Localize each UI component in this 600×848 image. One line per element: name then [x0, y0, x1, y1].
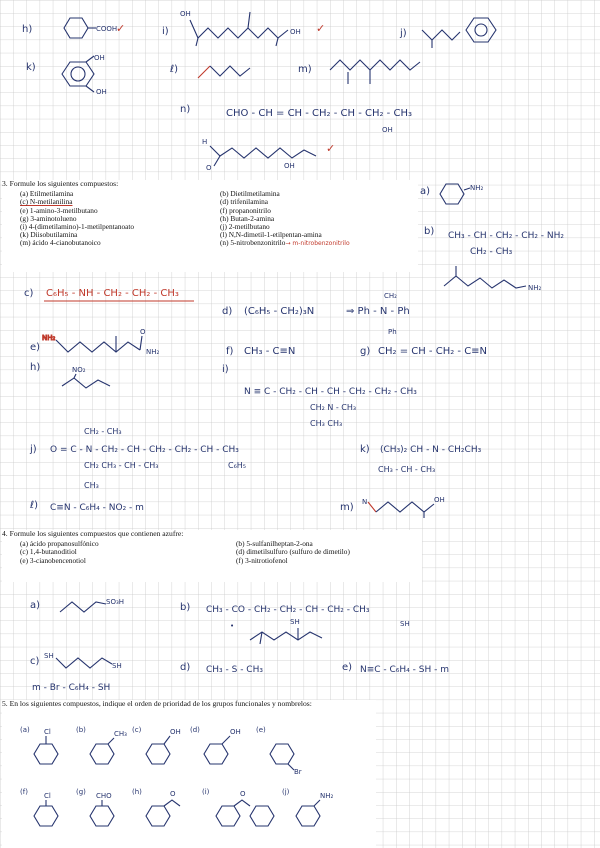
- check-mark-n: ✓: [326, 143, 336, 155]
- q3-item-b: (b) Dietilmetilamina: [220, 190, 280, 199]
- q5-label-g: (g): [76, 788, 86, 796]
- q3-answer-f-label: f): [226, 346, 234, 357]
- q4-answer-c-label: c): [30, 656, 40, 667]
- answer-j-label: j): [400, 28, 407, 39]
- q4-answer-d-label: d): [180, 662, 191, 673]
- q3-item-l: (l) N,N-dimetil-1-etilpentan-amina: [220, 231, 322, 240]
- q3-item-f: (f) propanonitrilo: [220, 206, 271, 215]
- answer-n2-oh: OH: [284, 162, 295, 170]
- q3-answer-b-nh2: NH₂: [528, 284, 542, 292]
- q5-sub-d: OH: [230, 728, 241, 736]
- q3-answer-e-nh2b: NH₂: [146, 348, 160, 356]
- answer-h-group: COOH: [96, 25, 118, 33]
- answer-l-label: ℓ): [170, 64, 179, 75]
- q5-sub-a: Cl: [44, 728, 51, 736]
- q3-answer-e-nh2: NH₂: [42, 334, 56, 342]
- question-3-heading: 3. Formule los siguientes compuestos:: [2, 179, 119, 188]
- q4-answer-a-label: a): [30, 600, 41, 611]
- q3-answer-b-label: b): [424, 226, 435, 237]
- q5-sub-j: NH₂: [320, 792, 334, 800]
- q3-item-d: (d) trifenilamina: [220, 198, 269, 207]
- answer-k-salicylic: [56, 54, 136, 98]
- q4-answer-b-sh2: SH: [290, 618, 300, 626]
- q3-answer-k-sub: CH₃ - CH - CH₃: [378, 465, 436, 474]
- q5-label-h: (h): [132, 788, 142, 796]
- q3-answer-h-no2: NO₂: [72, 366, 86, 374]
- answer-k-oh: OH: [94, 54, 105, 62]
- q4-item-e: (e) 3-cianobencenotiol: [20, 556, 86, 565]
- q3-answer-b-skeletal: [440, 264, 560, 300]
- q3-answer-b-sub: CH₂ - CH₃: [470, 247, 513, 257]
- q3-answer-d-alt: ⇒ Ph - N - Ph: [346, 306, 410, 317]
- question-3-box: [2, 180, 418, 272]
- q5-structures: [20, 726, 370, 844]
- q5-label-c: (c): [132, 726, 142, 734]
- q3-answer-g-label: g): [360, 346, 371, 357]
- q3-answer-j-sub2: CH₃: [84, 481, 99, 490]
- q5-label-j: (j): [282, 788, 290, 796]
- q3-item-n: (n) 5-nitrobenzonitrilo: [220, 238, 286, 248]
- q5-sub-g: CHO: [96, 792, 112, 800]
- q3-answer-d-top: CH₂: [384, 292, 397, 300]
- q3-answer-j-top: CH₂ - CH₃: [84, 427, 122, 436]
- q3-item-m: (m) ácido 4-cianobutanoico: [20, 239, 101, 248]
- q3-answer-i-label: i): [222, 364, 229, 375]
- q5-label-b: (b): [76, 726, 86, 734]
- answer-i-label: i): [162, 26, 169, 37]
- q4-answer-c-sh1: SH: [44, 652, 54, 660]
- answer-h-label: h): [22, 24, 33, 35]
- q3-answer-c-label: c): [24, 288, 34, 299]
- q3-answer-a-group: NH₂: [470, 184, 484, 192]
- answer-n2-h: H: [202, 138, 208, 146]
- answer-m-structure: [326, 54, 436, 94]
- q3-answer-a-cyclohexylamine: [436, 178, 506, 212]
- answer-n-formula: CHO - CH = CH - CH₂ - CH - CH₂ - CH₃: [226, 108, 412, 119]
- q3-item-h: (h) Butan-2-amina: [220, 214, 275, 223]
- q3-answer-j-label: j): [30, 444, 37, 455]
- answer-i-oh1: OH: [180, 10, 191, 18]
- q4-answer-a-group: SO₃H: [106, 598, 125, 606]
- q3-item-i: (i) 4-(dimetilamino)-1-metilpentanoato: [20, 222, 135, 231]
- q3-answer-j-sub1b: C₆H₅: [228, 461, 247, 470]
- q5-label-e: (e): [256, 726, 266, 734]
- q3-answer-j-sub1: CH₂ CH₃ - CH - CH₃: [84, 461, 159, 470]
- q4-answer-c-sh2: SH: [112, 662, 122, 670]
- question-4-heading: 4. Formule los siguientes compuestos que contienen azufre:: [2, 529, 184, 538]
- svg-text:•: •: [230, 622, 235, 630]
- q4-item-f: (f) 3-nitrotiofenol: [236, 556, 288, 565]
- q3-answer-c-formula: C₆H₅ - NH - CH₂ - CH₂ - CH₃: [46, 288, 179, 299]
- q5-label-a: (a): [20, 726, 30, 734]
- q5-label-d: (d): [190, 726, 200, 734]
- q3-answer-i-formula: N ≡ C - CH₂ - CH - CH - CH₂ - CH₂ - CH₃: [244, 387, 417, 397]
- q5-sub-b: CH₃: [114, 730, 127, 738]
- q3-item-a: (a) Etilmetilamina: [20, 190, 74, 199]
- q3-item-k: (k) Diisobutilamina: [20, 231, 78, 240]
- q4-item-d: (d) dimetilsulfuro (sulfuro de dimetilo): [236, 548, 350, 557]
- answer-k-oh2: OH: [96, 88, 107, 96]
- question-4-box: [2, 530, 422, 582]
- q4-item-c: (c) 1,4-butanoditiol: [20, 548, 77, 557]
- q3-answer-h-label: h): [30, 362, 41, 373]
- q4-item-b: (b) 5-sulfanilheptan-2-ona: [236, 540, 313, 549]
- q4-answer-b-formula: CH₃ - CO - CH₂ - CH₂ - CH - CH₂ - CH₃: [206, 605, 370, 615]
- q4-answer-b-skeletal: [230, 614, 350, 648]
- q4-item-a: (a) ácido propanosulfónico: [20, 540, 99, 549]
- q4-answer-a-skeletal: [56, 592, 136, 618]
- q3-answer-e-label: e): [30, 342, 41, 353]
- q3-answer-l-formula: C≡N - C₆H₄ - NO₂ - m: [50, 503, 144, 513]
- q3-answer-d-bot: Ph: [388, 328, 397, 336]
- q4-answer-b-sh: SH: [400, 620, 410, 628]
- q4-answer-e-formula: N≡C - C₆H₄ - SH - m: [360, 665, 449, 675]
- answer-i-structure: [178, 8, 328, 48]
- q3-answer-d-label: d): [222, 306, 233, 317]
- q5-sub-h: O: [170, 790, 176, 798]
- q4-answer-f-formula: m - Br - C₆H₄ - SH: [32, 683, 111, 693]
- q4-answer-c-skeletal: [44, 650, 134, 674]
- q3-answer-f-formula: CH₃ - C≡N: [244, 346, 296, 357]
- question-5-heading: 5. En los siguientes compuestos, indique el orden de prioridad de los grupos funcionales y nombrelos:: [2, 699, 312, 708]
- q3-item-c: (c) N-metilanilina: [20, 198, 73, 207]
- check-mark-i: ✓: [316, 23, 326, 35]
- q5-sub-f: Cl: [44, 792, 51, 800]
- q3-answer-l-label: ℓ): [30, 500, 39, 511]
- q3-item-j: (j) 2-metilbutano: [220, 222, 270, 231]
- q4-answer-b-label: b): [180, 602, 191, 613]
- q4-answer-e-label: e): [342, 662, 353, 673]
- q3-answer-h-skeletal: [58, 364, 128, 394]
- q3-answer-m-label: m): [340, 502, 354, 513]
- answer-n2-o: O: [206, 164, 212, 172]
- q3-margin-note: → m-nitrobenzonitrilo: [285, 240, 350, 248]
- q5-sub-e: Br: [294, 768, 302, 776]
- q4-answer-d-formula: CH₃ - S - CH₃: [206, 665, 263, 675]
- q3-item-g: (g) 3-aminotolueno: [20, 214, 77, 223]
- q5-label-i: (i): [202, 788, 210, 796]
- q3-answer-j-formula: O = C - N - CH₂ - CH - CH₂ - CH₂ - CH - CH₃: [50, 445, 239, 455]
- q3-answer-b-formula: CH₃ - CH - CH₂ - CH₂ - NH₂: [448, 231, 565, 241]
- answer-n-oh: OH: [382, 126, 393, 134]
- q3-answer-m-n: N: [362, 498, 368, 506]
- q3-answer-e-skeletal: [42, 330, 182, 360]
- answer-n-label: n): [180, 104, 191, 115]
- check-mark-h: ✓: [116, 23, 126, 35]
- q3-answer-a-label: a): [420, 186, 431, 197]
- q3-item-e: (e) 1-amino-3-metilbutano: [20, 206, 98, 215]
- answer-j-benzyl-acetate: [418, 10, 508, 48]
- answer-k-label: k): [26, 62, 36, 73]
- answer-n-skeletal: [200, 136, 340, 172]
- q3-answer-m-oh: OH: [434, 496, 445, 504]
- q3-answer-i-sub1: CH₂ N - CH₃: [310, 403, 357, 412]
- answer-m-label: m): [298, 64, 312, 75]
- answer-l-structure: [196, 56, 256, 86]
- answer-i-oh2: OH: [290, 28, 301, 36]
- q5-sub-i: O: [240, 790, 246, 798]
- q3-answer-c-underline: [44, 298, 204, 304]
- q5-sub-c: OH: [170, 728, 181, 736]
- answer-h-cyclohexanecarboxylic: [58, 14, 138, 44]
- q3-answer-k-label: k): [360, 444, 370, 455]
- q3-answer-g-formula: CH₂ = CH - CH₂ - C≡N: [378, 346, 488, 357]
- q3-answer-m-skeletal: [360, 494, 460, 520]
- q3-answer-k-formula: (CH₃)₂ CH - N - CH₂CH₃: [380, 445, 482, 455]
- q3-answer-e-o: O: [140, 328, 146, 336]
- q3-answer-i-sub2: CH₃ CH₃: [310, 419, 343, 428]
- q5-label-f: (f): [20, 788, 28, 796]
- q3-answer-d-formula: (C₆H₅ - CH₂)₃N: [244, 306, 315, 317]
